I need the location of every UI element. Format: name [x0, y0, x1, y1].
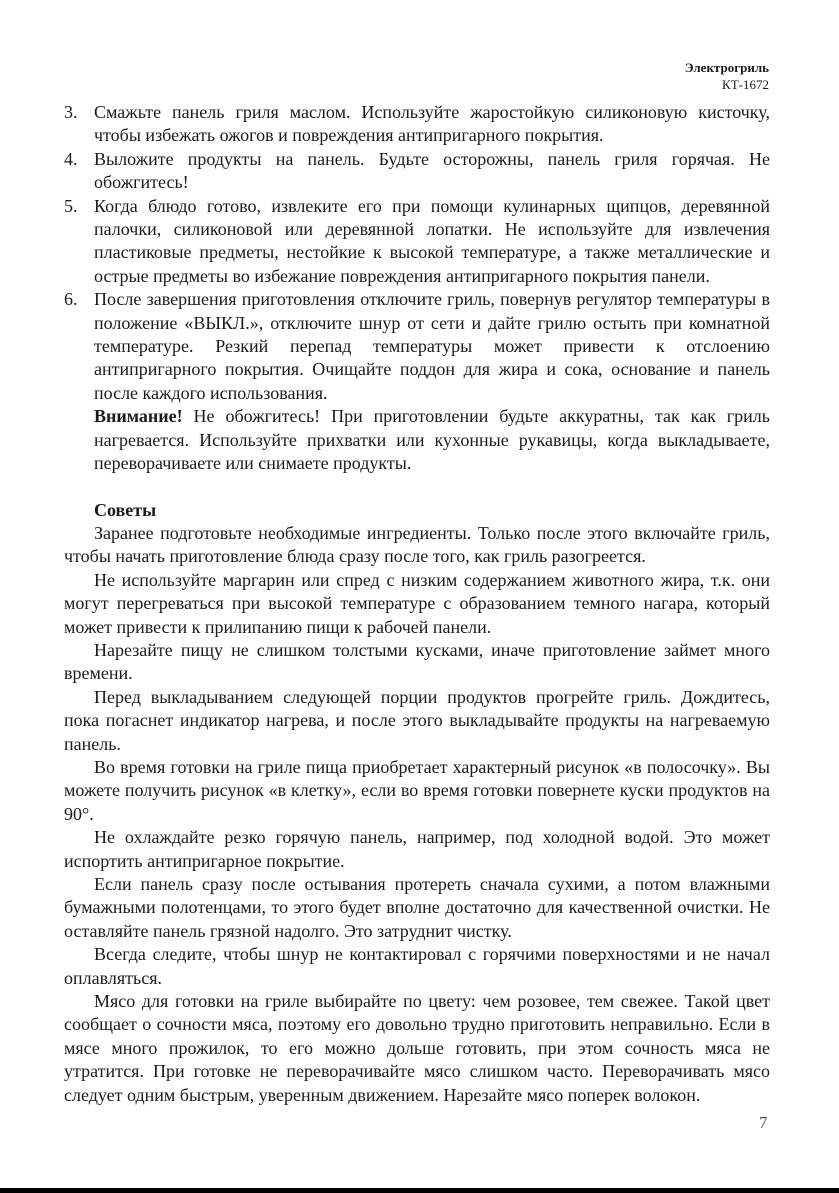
page-content	[64, 101, 770, 1107]
step-item	[64, 195, 770, 289]
step-number: 3.	[64, 102, 78, 122]
step-text: После завершения приготовления отключите гриль, повернув регулятор температуры в положение «ВЫКЛ.», отключите шнур от сети и дайте грилю остыть при комнатной температуре. Резкий перепад температуры может привести к отслоению антипригарного покрытия. Очищайте поддон для жира и сока, основание и панель после каждого использования.	[94, 289, 770, 403]
tip-paragraph: Перед выкладыванием следующей порции продуктов прогрейте гриль. Дождитесь, пока погаснет индикатор нагрева, и после этого выкладывайте продукты на нагреваемую панель.	[64, 686, 770, 754]
step-number: 5.	[64, 195, 78, 216]
tip-paragraph: Во время готовки на гриле пища приобретает характерный рисунок «в полосочку». Вы можете получить рисунок «в клетку», если во время готовки повернете куски продуктов на 90°.	[64, 756, 770, 824]
instruction-steps	[64, 101, 770, 405]
step-text: Смажьте панель гриля маслом. Используйте жаростойкую силиконовую кисточку, чтобы избежать ожогов и повреждения антипригарного покрытия.	[94, 102, 770, 146]
step-item	[64, 148, 770, 195]
warning-label: Внимание!	[94, 406, 183, 427]
step-number: 6.	[64, 289, 78, 310]
tip-paragraph: Всегда следите, чтобы шнур не контактировал с горячими поверхностями и не начал оплавляться.	[64, 944, 770, 988]
tip-paragraph: Не используйте маргарин или спред с низким содержанием животного жира, т.к. они могут перегреваться при высокой температуре с образованием темного нагара, который может привести к прилипанию пищи к рабочей панели.	[64, 569, 770, 637]
tips-heading: Советы	[94, 499, 157, 520]
product-name: Электрогриль	[684, 60, 769, 75]
step-item	[64, 288, 770, 405]
tip-paragraph: Мясо для готовки на гриле выбирайте по цвету: чем розовее, тем свежее. Такой цвет сообщает о сочности мяса, поэтому его довольно трудно приготовить неправильно. Если в мясе много прожилок, то его можно дольше готовить, при этом сочность мяса не утратится. При готовке не переворачивайте мясо слишком часто. Переворачивать мясо следует одним быстрым, уверенным движением. Нарезайте мясо поперек волокон.	[64, 991, 770, 1105]
model-number: КТ-1672	[722, 77, 769, 92]
page-header	[685, 59, 769, 93]
tip-paragraph: Нарезайте пищу не слишком толстыми кусками, иначе приготовление займет много времени.	[64, 639, 770, 684]
tip-paragraph: Заранее подготовьте необходимые ингредиенты. Только после этого включайте гриль, чтобы начать приготовление блюда сразу после того, как гриль разогреется.	[64, 522, 770, 567]
step-text: Когда блюдо готово, извлеките его при помощи кулинарных щипцов, деревянной палочки, силиконовой или деревянной лопатки. Не используйте для извлечения пластиковые предметы, нестойкие к высокой температуре, а также металлические и острые предметы во избежание повреждения антипригарного покрытия панели.	[94, 195, 770, 286]
warning-note	[64, 405, 770, 475]
bottom-border	[0, 1188, 839, 1193]
tip-paragraph: Если панель сразу после остывания протереть сначала сухими, а потом влажными бумажными полотенцами, то этого будет вполне достаточно для качественной очистки. Не оставляйте панель грязной надолго. Это затруднит чистку.	[64, 874, 770, 941]
step-number: 4.	[64, 148, 78, 169]
warning-text: Не обожгитесь! При приготовлении будьте аккуратны, так как гриль нагревается. Используйте прихватки или кухонные рукавицы, когда выкладываете, переворачиваете или снимаете продукты.	[94, 406, 770, 474]
page-number: 7	[759, 1113, 768, 1132]
step-item	[64, 101, 770, 148]
tip-paragraph: Не охлаждайте резко горячую панель, например, под холодной водой. Это может испортить антипригарное покрытие.	[64, 827, 770, 871]
step-text: Выложите продукты на панель. Будьте осторожны, панель гриля горячая. Не обожгитесь!	[94, 148, 770, 193]
